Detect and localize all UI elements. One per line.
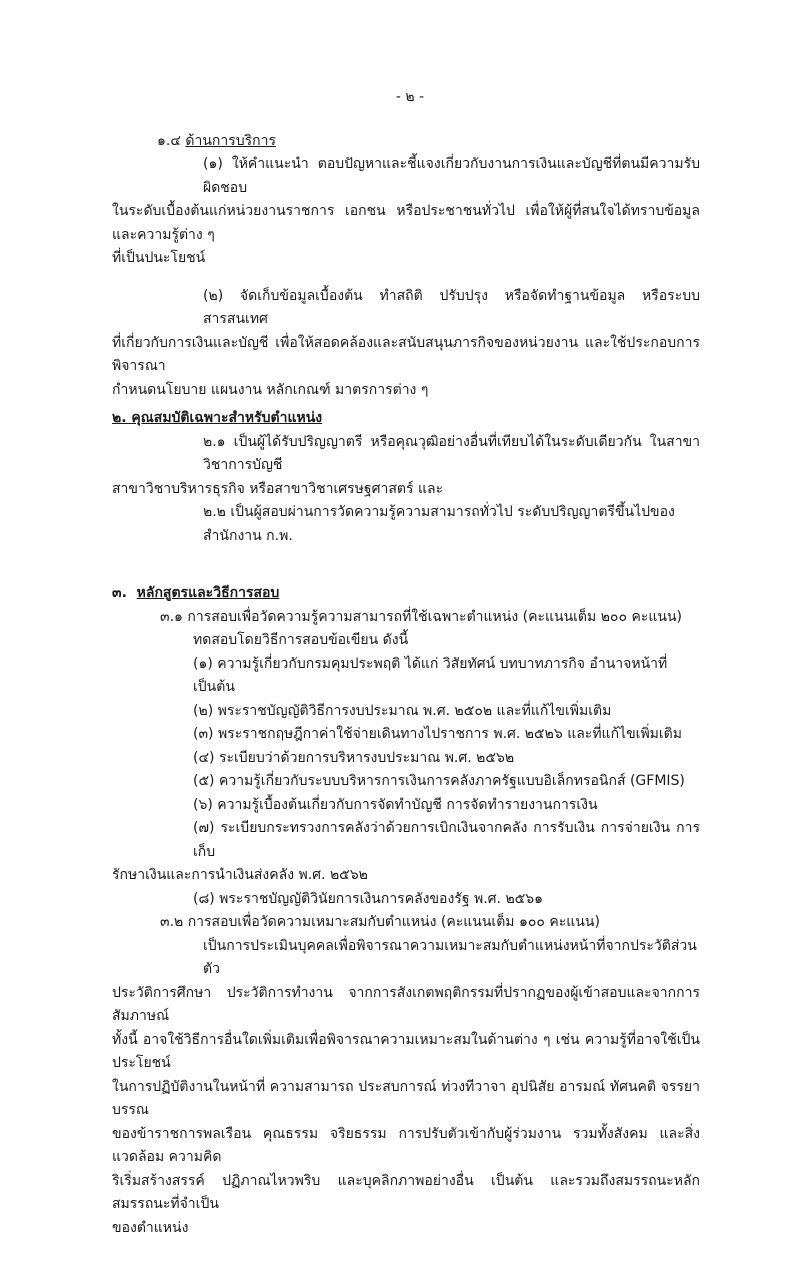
paragraph-line: ในการปฏิบัติงานในหน้าที่ ความสามารถ ประสบการณ์ ท่วงทีวาจา อุปนิสัย อารมณ์ ทัศนคติ จรรยาบรรณ	[112, 1078, 700, 1118]
paragraph-line: (๑) ให้คำแนะนำ ตอบปัญหาและชี้แจงเกี่ยวกับงานการเงินและบัญชีที่ตนมีความรับผิดชอบ	[203, 156, 700, 196]
paragraph-line: ทดสอบโดยวิธีการสอบข้อเขียน ดังนี้	[193, 632, 409, 648]
page-number: - ๒ -	[395, 89, 425, 105]
paragraph-line: ริเริ่มสร้างสรรค์ ปฏิภาณไหวพริบ และบุคลิกภาพอย่างอื่น เป็นต้น และรวมถึงสมรรถนะหลัก สมรรถนะที่จำเป็น	[112, 1172, 700, 1212]
paragraph-line: ๒.๒ เป็นผู้สอบผ่านการวัดความรู้ความสามารถทั่วไป ระดับปริญญาตรีขึ้นไปของสำนักงาน ก.พ.	[203, 504, 675, 544]
paragraph-line: ประวัติการศึกษา ประวัติการทำงาน จากการสังเกตพฤติกรรมที่ปรากฏของผู้เข้าสอบและจากการสัมภาษณ์	[112, 984, 700, 1024]
list-item: (๓) พระราชกฤษฎีกาค่าใช้จ่ายเดินทางไปราชการ พ.ศ. ๒๕๒๖ และที่แก้ไขเพิ่มเติม	[193, 726, 683, 742]
subsection-3-1-heading: ๓.๑ การสอบเพื่อวัดความรู้ความสามารถที่ใช้เฉพาะตำแหน่ง (คะแนนเต็ม ๒๐๐ คะแนน)	[160, 608, 682, 625]
list-item: (๕) ความรู้เกี่ยวกับระบบบริหารการเงินการคลังภาครัฐแบบอิเล็กทรอนิกส์ (GFMIS)	[193, 773, 685, 789]
list-item: (๑) ความรู้เกี่ยวกับกรมคุมประพฤติ ได้แก่ วิสัยทัศน์ บทบาทภารกิจ อำนาจหน้าที่ เป็นต้น	[193, 655, 668, 695]
paragraph-line: ๒.๑ เป็นผู้ได้รับปริญญาตรี หรือคุณวุฒิอย่างอื่นที่เทียบได้ในระดับเดียวกัน ในสาขาวิชาการบัญชี	[203, 433, 700, 473]
section-1-4-heading	[157, 130, 700, 154]
list-item: (๒) พระราชบัญญัติวิธีการงบประมาณ พ.ศ. ๒๕๐๒ และที่แก้ไขเพิ่มเติม	[193, 702, 612, 719]
section-title: หลักสูตรและวิธีการสอบ	[136, 585, 280, 601]
section-number: ๓.	[112, 585, 127, 601]
section-3-heading	[112, 582, 700, 606]
list-item: (๗) ระเบียบกระทรวงการคลังว่าด้วยการเบิกเงินจากคลัง การรับเงิน การจ่ายเงิน การเก็บ	[193, 820, 700, 860]
paragraph-line: กำหนดนโยบาย แผนงาน หลักเกณฑ์ มาตรการต่าง ๆ	[112, 381, 429, 398]
list-item-continuation: รักษาเงินและการนำเงินส่งคลัง พ.ศ. ๒๕๖๒	[112, 867, 368, 883]
section-title: ด้านการบริการ	[185, 132, 277, 149]
paragraph-line: ของตำแหน่ง	[112, 1219, 189, 1236]
paragraph-line: ทั้งนี้ อาจใช้วิธีการอื่นใดเพิ่มเติมเพื่อพิจารณาความเหมาะสมในด้านต่าง ๆ เช่น ความรู้ที่อาจใช้เป็นประโยชน์	[112, 1031, 700, 1071]
section-number: ๑.๔	[157, 132, 181, 149]
paragraph-line: ของข้าราชการพลเรือน คุณธรรม จริยธรรม การปรับตัวเข้ากับผู้ร่วมงาน รวมทั้งสังคม และสิ่งแวดล้อม ความคิด	[112, 1125, 700, 1165]
paragraph-line: สาขาวิชาบริหารธุรกิจ หรือสาขาวิชาเศรษฐศาสตร์ และ	[112, 480, 444, 497]
paragraph-line: (๒) จัดเก็บข้อมูลเบื้องต้น ทำสถิติ ปรับปรุง หรือจัดทำฐานข้อมูล หรือระบบสารสนเทศ	[203, 287, 700, 327]
section-2-heading: ๒. คุณสมบัติเฉพาะสำหรับตำแหน่ง	[112, 410, 323, 426]
paragraph-line: ที่เป็นปนะโยชน์	[112, 250, 206, 266]
list-item: (๖) ความรู้เบื้องต้นเกี่ยวกับการจัดทำบัญชี การจัดทำรายงานการเงิน	[193, 796, 598, 813]
subsection-3-2-heading: ๓.๒ การสอบเพื่อวัดความเหมาะสมกับตำแหน่ง (คะแนนเต็ม ๑๐๐ คะแนน)	[160, 914, 600, 930]
paragraph-line: ที่เกี่ยวกับการเงินและบัญชี เพื่อให้สอดคล้องและสนับสนุนภารกิจของหน่วยงาน และใช้ประกอบการพิจารณา	[112, 334, 700, 374]
list-item: (๔) ระเบียบว่าด้วยการบริหารงบประมาณ พ.ศ. ๒๕๖๒	[193, 749, 515, 766]
paragraph-line: เป็นการประเมินบุคคลเพื่อพิจารณาความเหมาะสมกับตำแหน่งหน้าที่จากประวัติส่วนตัว	[203, 937, 697, 977]
paragraph-line: ในระดับเบื้องต้นแก่หน่วยงานราชการ เอกชน หรือประชาชนทั่วไป เพื่อให้ผู้ที่สนใจได้ทราบข้อมูลและความรู้ต่าง ๆ	[112, 203, 700, 243]
list-item: (๘) พระราชบัญญัติวินัยการเงินการคลังของรัฐ พ.ศ. ๒๕๖๑	[193, 890, 544, 907]
